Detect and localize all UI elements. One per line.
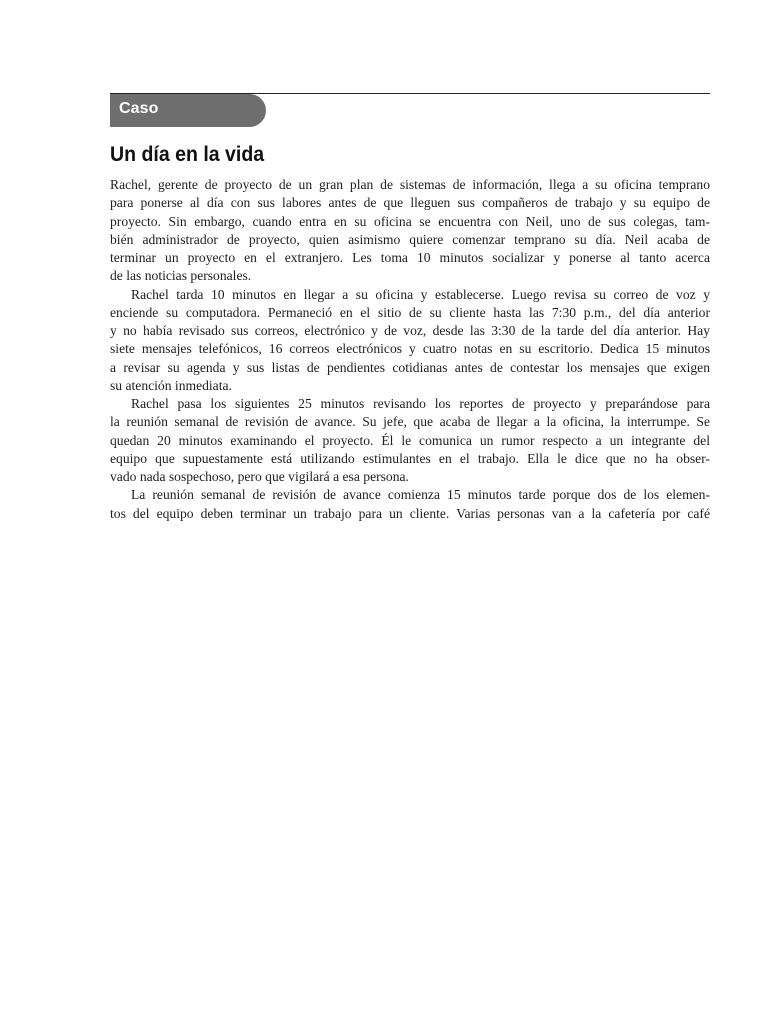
paragraph-2-line: su atención inmediata. xyxy=(110,377,232,393)
section-tab-label: Caso xyxy=(119,100,159,117)
paragraph-1-line: de las noticias personales. xyxy=(110,268,252,284)
paragraph-2-line: enciende su computadora. Permaneció en el sitio de su cliente hasta las 7:30 p.m., del día anterior xyxy=(110,304,710,320)
paragraph-2-line: a revisar su agenda y sus listas de pendientes cotidianas antes de contestar los mensajes que exigen xyxy=(110,359,710,375)
paragraph-2-line: y no había revisado sus correos, electrónico y de voz, desde las 3:30 de la tarde del día anterior. Hay xyxy=(110,323,710,338)
paragraph-3-line: Rachel pasa los siguientes 25 minutos revisando los reportes de proyecto y preparándose para xyxy=(131,396,710,411)
paragraph-3-line: la reunión semanal de revisión de avance. Su jefe, que acaba de llegar a la oficina, la interrumpe. Se xyxy=(110,414,710,430)
paragraph-3-line: vado nada sospechoso, pero que vigilará a esa persona. xyxy=(110,469,409,484)
section-tab xyxy=(110,94,266,127)
paragraph-1-line: Rachel, gerente de proyecto de un gran plan de sistemas de información, llega a su oficina temprano xyxy=(110,177,710,192)
paragraph-2-line: siete mensajes telefónicos, 16 correos electrónicos y cuatro notas en su escritorio. Dedica 15 minutos xyxy=(110,341,710,357)
case-title: Un día en la vida xyxy=(110,143,265,166)
paragraph-2-line: Rachel tarda 10 minutos en llegar a su oficina y establecerse. Luego revisa su correo de voz y xyxy=(131,286,710,302)
paragraph-3-line: equipo que supuestamente está utilizando estimulantes en el trabajo. Ella le dice que no ha obser- xyxy=(110,450,710,466)
paragraph-4-line: La reunión semanal de revisión de avance comienza 15 minutos tarde porque dos de los elemen- xyxy=(131,487,710,503)
paragraph-3-line: quedan 20 minutos examinando el proyecto. Él le comunica un rumor respecto a un integrante del xyxy=(110,432,710,448)
paragraph-1-line: terminar un proyecto en el extranjero. Les toma 10 minutos socializar y ponerse al tanto acerca xyxy=(110,250,710,265)
paragraph-1-line: proyecto. Sin embargo, cuando entra en su oficina se encuentra con Neil, uno de sus colegas, tam- xyxy=(110,213,710,229)
paragraph-4-line: tos del equipo deben terminar un trabajo para un cliente. Varias personas van a la cafetería por café xyxy=(110,505,710,521)
paragraph-1-line: bién administrador de proyecto, quien asimismo quiere comenzar temprano su día. Neil acaba de xyxy=(110,231,710,247)
paragraph-1-line: para ponerse al día con sus labores antes de que lleguen sus compañeros de trabajo y su equipo de xyxy=(110,195,710,211)
case-body xyxy=(110,176,710,523)
